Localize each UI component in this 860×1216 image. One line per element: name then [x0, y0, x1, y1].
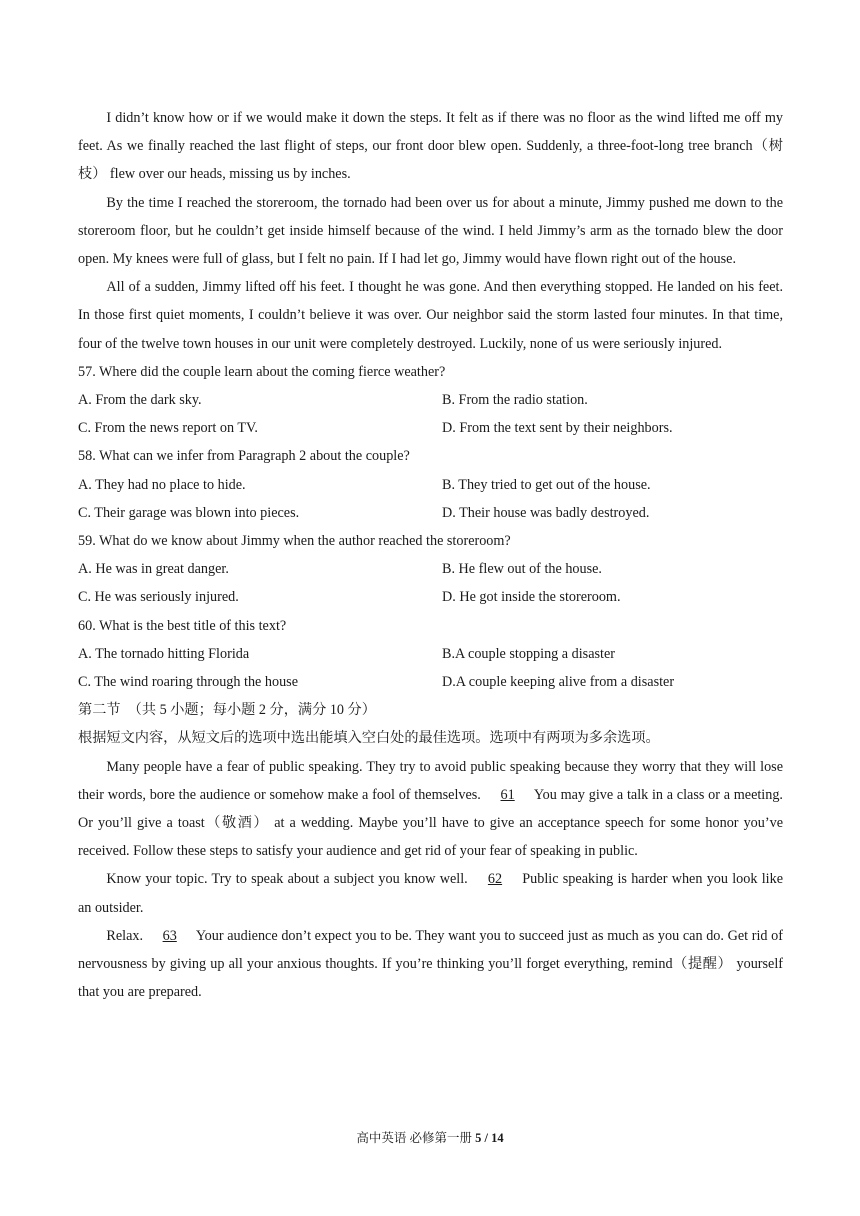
paragraph-text: Your audience don’t expect you to be. They want you to succeed just as much as you can do. Get rid of nervousness by giving up all your anxious thoughts. If you’re thinking you’ll forget everything, remind（提醒） yourself that you are prepared. [78, 927, 783, 1001]
option-c[interactable]: C. Their garage was blown into pieces. [78, 504, 300, 521]
option-a[interactable]: A. From the dark sky. [78, 392, 202, 409]
footer-title: 高中英语 必修第一册 [356, 1131, 473, 1145]
option-list [78, 555, 783, 611]
blank-61[interactable]: 61 [500, 786, 515, 803]
question-58 [78, 442, 783, 527]
option-a[interactable]: A. He was in great danger. [78, 561, 229, 578]
question-stem: 57. Where did the couple learn about the coming fierce weather? [78, 363, 446, 380]
option-b[interactable]: B. He flew out of the house. [442, 561, 602, 578]
paragraph-text: You may give a talk in a class or a meeting. Or you’ll give a toast（敬酒） at a wedding. Maybe you’ll have to give an acceptance speech for some honor you’ve received. Follow these steps to satisfy your audience and get rid of your fear of speaking in public. [78, 786, 783, 860]
cloze-paragraph-3 [78, 922, 783, 1007]
option-c[interactable]: C. From the news report on TV. [78, 420, 258, 437]
page-number: 5 / 14 [475, 1131, 504, 1145]
option-b[interactable]: B.A couple stopping a disaster [442, 645, 615, 662]
section-heading: 第二节 （共 5 小题；每小题 2 分，满分 10 分） [78, 702, 376, 719]
question-stem: 59. What do we know about Jimmy when the author reached the storeroom? [78, 533, 511, 550]
option-b[interactable]: B. From the radio station. [442, 392, 588, 409]
option-b[interactable]: B. They tried to get out of the house. [442, 476, 651, 493]
option-d[interactable]: D. Their house was badly destroyed. [442, 504, 650, 521]
paragraph-text: Relax. [106, 927, 144, 944]
option-d[interactable]: D. He got inside the storeroom. [442, 589, 621, 606]
paragraph-text: Public speaking is harder when you look like an outsider. [78, 871, 783, 916]
passage-paragraph-1: I didn’t know how or if we would make it down the steps. It felt as if there was no floor as the wind lifted me off my feet. As we finally reached the last flight of steps, our front door blew open. Suddenly, a three-foot-long tree branch（树枝） flew over our heads, missing us by inches. [78, 110, 783, 183]
blank-63[interactable]: 63 [162, 927, 177, 944]
blank-62[interactable]: 62 [487, 871, 503, 888]
paragraph-text: Know your topic. Try to speak about a subject you know well. [106, 871, 468, 888]
question-stem: 60. What is the best title of this text? [78, 617, 287, 634]
paragraph-text: Many people have a fear of public speaking. They try to avoid public speaking because they worry that they will lose their words, bore the audience or somehow make a fool of themselves. [78, 758, 783, 803]
passage-paragraph-2: By the time I reached the storeroom, the tornado had been over us for about a minute, Jimmy pushed me down to the storeroom floor, but he couldn’t get inside himself because of the wind. I held Jimmy’s arm as the tornado blew the door open. My knees were full of glass, but I felt no pain. If I had let go, Jimmy would have flown right out of the house. [78, 194, 783, 268]
option-c[interactable]: C. He was seriously injured. [78, 589, 239, 606]
cloze-paragraph-1 [78, 753, 783, 866]
option-d[interactable]: D.A couple keeping alive from a disaster [442, 674, 675, 691]
option-d[interactable]: D. From the text sent by their neighbors. [442, 420, 673, 437]
option-list [78, 386, 783, 442]
cloze-paragraph-2 [78, 865, 783, 921]
question-59 [78, 527, 783, 612]
option-list [78, 640, 783, 696]
passage-paragraph-3: All of a sudden, Jimmy lifted off his feet. I thought he was gone. And then everything stopped. He landed on his feet. In those first quiet moments, I couldn’t believe it was over. Our neighbor said the storm lasted four minutes. In that time, four of the twelve town houses in our unit were completely destroyed. Luckily, none of us were seriously injured. [78, 279, 783, 352]
page-footer [0, 1128, 860, 1146]
question-57 [78, 358, 783, 443]
option-a[interactable]: A. The tornado hitting Florida [78, 645, 250, 662]
option-list [78, 471, 783, 527]
question-stem: 58. What can we infer from Paragraph 2 about the couple? [78, 448, 410, 465]
section-instruction: 根据短文内容，从短文后的选项中选出能填入空白处的最佳选项。选项中有两项为多余选项。 [78, 730, 660, 747]
exam-page [78, 104, 783, 1007]
option-a[interactable]: A. They had no place to hide. [78, 476, 246, 493]
question-60 [78, 612, 783, 697]
option-c[interactable]: C. The wind roaring through the house [78, 674, 299, 691]
